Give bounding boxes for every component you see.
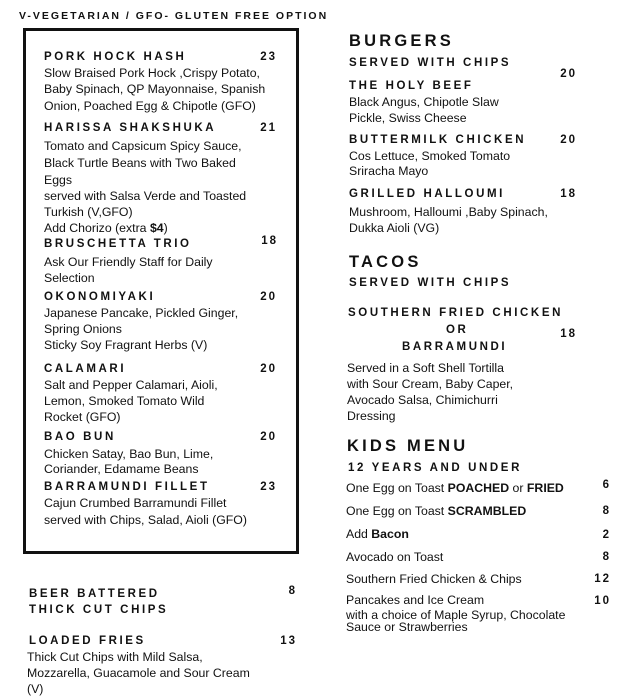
item-name: BUTTERMILK CHICKEN xyxy=(349,134,527,146)
kids-item xyxy=(346,526,409,542)
item-description: Chicken Satay, Bao Bun, Lime, xyxy=(44,447,214,461)
item-description: Sticky Soy Fragrant Herbs (V) xyxy=(44,338,208,352)
item-description: served with Salsa Verde and Toasted xyxy=(44,189,247,203)
kids-item-text: One Egg on Toast xyxy=(346,504,448,518)
item-price: 23 xyxy=(260,481,277,493)
section-subtitle: 12 YEARS AND UNDER xyxy=(348,462,522,474)
kids-item-bold: SCRAMBLED xyxy=(447,504,527,518)
item-description: Black Angus, Chipotle Slaw xyxy=(349,95,499,109)
dietary-legend: V-VEGETARIAN / GFO- GLUTEN FREE OPTION xyxy=(19,10,329,22)
item-name: SOUTHERN FRIED CHICKEN xyxy=(348,307,564,319)
kids-item-bold: POACHED xyxy=(447,481,510,495)
section-title: TACOS xyxy=(349,253,422,271)
item-price: 20 xyxy=(560,68,577,80)
kids-item xyxy=(346,571,522,587)
item-description: Dressing xyxy=(347,409,396,423)
extra-text: Add Chorizo (extra xyxy=(44,221,150,235)
item-description: Onion, Poached Egg & Chipotle (GFO) xyxy=(44,99,256,113)
kids-item-text: One Egg on Toast xyxy=(346,481,448,495)
side-description: Thick Cut Chips with Mild Salsa, xyxy=(27,650,203,664)
kids-item-price: 12 xyxy=(594,573,611,585)
extra-price: $4 xyxy=(149,221,164,235)
item-name: HARISSA SHAKSHUKA xyxy=(44,122,217,134)
item-description: Ask Our Friendly Staff for Daily xyxy=(44,255,213,269)
kids-note: Sauce or Strawberries xyxy=(346,620,468,634)
item-name: THE HOLY BEEF xyxy=(349,80,474,92)
item-description: Rocket (GFO) xyxy=(44,410,121,424)
item-description: with Sour Cream, Baby Caper, xyxy=(347,377,514,391)
item-price: 20 xyxy=(260,291,277,303)
item-description: Sriracha Mayo xyxy=(349,164,429,178)
item-description: Mushroom, Halloumi ,Baby Spinach, xyxy=(349,205,548,219)
item-description: Served in a Soft Shell Tortilla xyxy=(347,361,504,375)
item-description: Baby Spinach, QP Mayonnaise, Spanish xyxy=(44,82,266,96)
side-price: 8 xyxy=(288,585,297,597)
side-name: THICK CUT CHIPS xyxy=(29,604,169,616)
kids-item-price: 10 xyxy=(594,595,611,607)
kids-item-price: 6 xyxy=(602,479,611,491)
item-description: Pickle, Swiss Cheese xyxy=(349,111,467,125)
kids-item-bold: FRIED xyxy=(526,481,564,495)
kids-item xyxy=(346,503,526,519)
kids-item-text: Pancakes and Ice Cream xyxy=(346,593,485,607)
item-price: 20 xyxy=(260,363,277,375)
item-name: GRILLED HALLOUMI xyxy=(349,188,505,200)
section-title: BURGERS xyxy=(349,32,454,50)
item-price: 20 xyxy=(260,431,277,443)
kids-item-text: Avocado on Toast xyxy=(346,550,444,564)
item-description: Turkish (V,GFO) xyxy=(44,205,133,219)
item-description: Spring Onions xyxy=(44,322,122,336)
item-price: 18 xyxy=(560,188,577,200)
kids-item xyxy=(346,480,564,496)
item-name: BARRAMUNDI xyxy=(402,341,508,353)
item-extra xyxy=(44,220,168,236)
kids-item-bold: Bacon xyxy=(371,527,409,541)
item-name: CALAMARI xyxy=(44,363,127,375)
item-description: Salt and Pepper Calamari, Aioli, xyxy=(44,378,218,392)
kids-item-price: 8 xyxy=(602,551,611,563)
item-name: BRUSCHETTA TRIO xyxy=(44,238,192,250)
kids-item-price: 2 xyxy=(602,529,611,541)
item-description: served with Chips, Salad, Aioli (GFO) xyxy=(44,513,247,527)
item-description: Cos Lettuce, Smoked Tomato xyxy=(349,149,511,163)
item-price: 23 xyxy=(260,51,277,63)
side-price: 13 xyxy=(280,635,297,647)
kids-item-text: Add xyxy=(346,527,372,541)
item-name: OR xyxy=(446,324,469,336)
extra-suffix: ) xyxy=(163,221,168,235)
item-description: Tomato and Capsicum Spicy Sauce, xyxy=(44,139,242,153)
section-title: KIDS MENU xyxy=(347,437,469,455)
section-subtitle: SERVED WITH CHIPS xyxy=(349,277,512,289)
side-description: Mozzarella, Guacamole and Sour Cream xyxy=(27,666,250,680)
kids-item-text: Southern Fried Chicken & Chips xyxy=(346,572,522,586)
item-price: 20 xyxy=(560,134,577,146)
item-description: Selection xyxy=(44,271,95,285)
section-subtitle: SERVED WITH CHIPS xyxy=(349,57,512,69)
kids-note: with a choice of Maple Syrup, Chocolate xyxy=(346,608,566,622)
item-description: Slow Braised Pork Hock ,Crispy Potato, xyxy=(44,66,260,80)
item-price: 18 xyxy=(261,235,278,247)
side-name: BEER BATTERED xyxy=(29,588,160,600)
item-description: Cajun Crumbed Barramundi Fillet xyxy=(44,496,227,510)
item-description: Avocado Salsa, Chimichurri xyxy=(347,393,498,407)
item-description: Coriander, Edamame Beans xyxy=(44,462,199,476)
item-name: PORK HOCK HASH xyxy=(44,51,187,63)
item-description: Japanese Pancake, Pickled Ginger, xyxy=(44,306,239,320)
item-name: BAO BUN xyxy=(44,431,116,443)
item-description: Dukka Aioli (VG) xyxy=(349,221,440,235)
item-description: Eggs xyxy=(44,173,73,187)
kids-item xyxy=(346,549,443,565)
kids-item xyxy=(346,592,484,608)
item-description: Black Turtle Beans with Two Baked xyxy=(44,156,236,170)
item-name: BARRAMUNDI FILLET xyxy=(44,481,210,493)
kids-item-price: 8 xyxy=(602,505,611,517)
item-price: 18 xyxy=(560,328,577,340)
kids-item-text: or xyxy=(509,481,527,495)
item-price: 21 xyxy=(260,122,277,134)
item-description: Lemon, Smoked Tomato Wild xyxy=(44,394,205,408)
item-name: OKONOMIYAKI xyxy=(44,291,156,303)
side-name: LOADED FRIES xyxy=(29,635,146,647)
side-description: (V) xyxy=(27,682,44,696)
